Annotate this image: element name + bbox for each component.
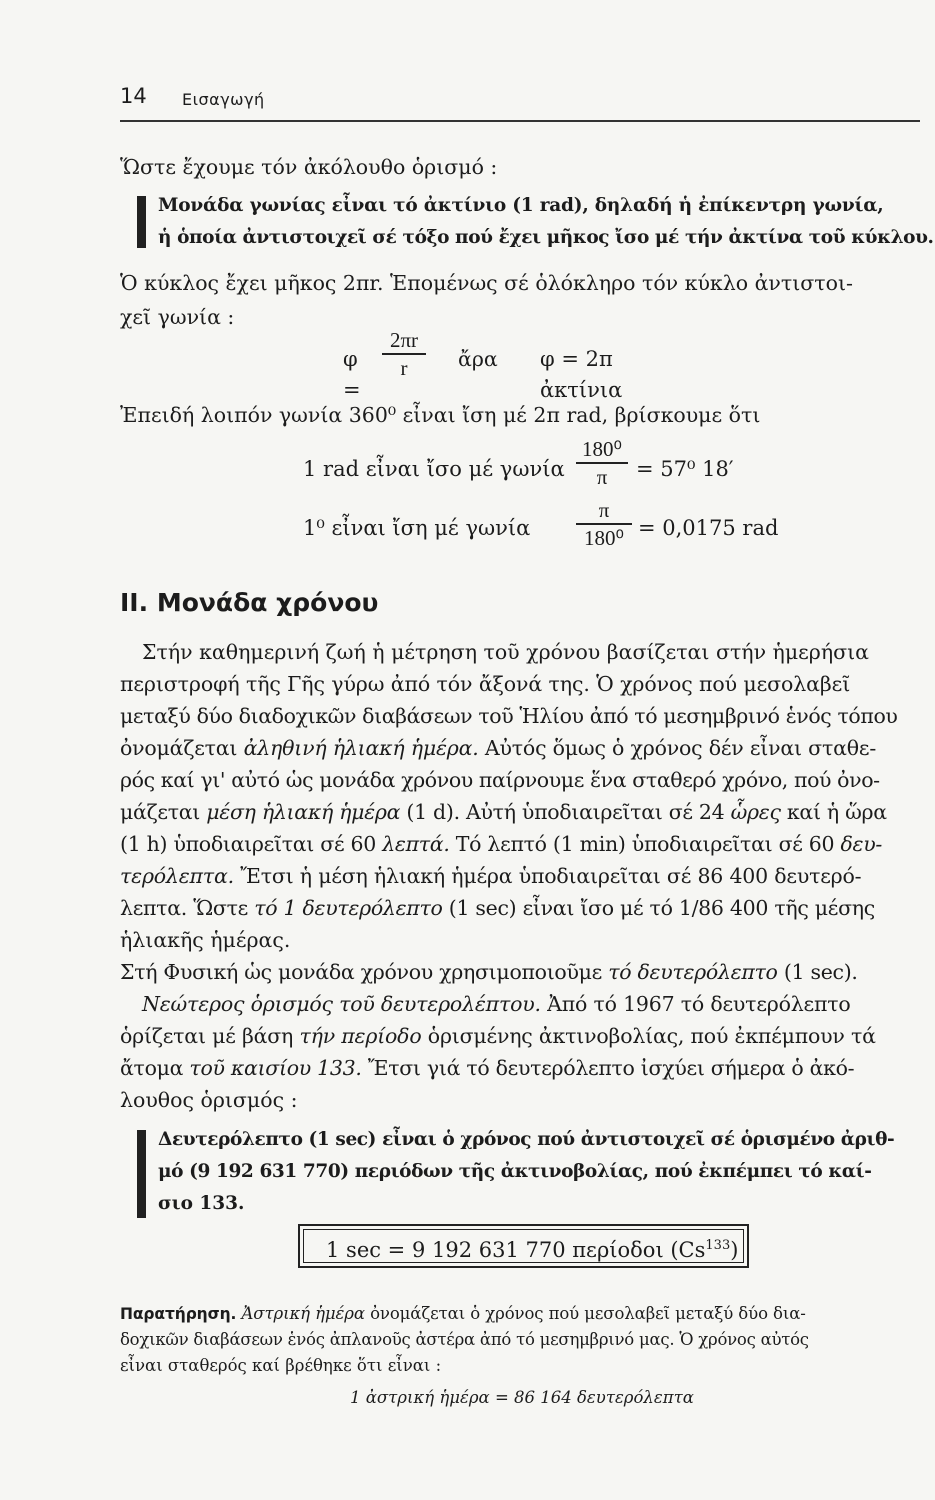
term-sidereal-day: Ἀστρική ἡμέρα — [241, 1304, 365, 1323]
formula-superscript: 133 — [705, 1238, 731, 1253]
formula-main: 1 sec = 9 192 631 770 περίοδοι (Cs — [326, 1238, 706, 1262]
eq3-numerator: π — [598, 498, 610, 522]
note-line-3: εἶναι σταθερός καί βρέθηκε ὅτι εἶναι : — [120, 1356, 442, 1375]
term-hours: ὧρες — [730, 800, 781, 824]
body-line-10: ἡλιακῆς ἡμέρας. — [120, 928, 291, 952]
body-line-12 — [142, 989, 851, 1020]
eq2-denominator: π — [596, 464, 608, 489]
note-label: Παρατήρηση. — [120, 1305, 237, 1323]
text-span: λεπτα. Ὥστε — [120, 896, 248, 920]
fraction-bar — [382, 353, 426, 355]
term-true-solar-day: ἀληθινή ἡλιακή ἡμέρα. — [243, 736, 479, 760]
body-line-1: Στήν καθημερινή ζωή ἡ μέτρηση τοῦ χρόνου βασίζεται στήν ἡμερήσια — [142, 640, 869, 664]
eq3-denominator: 180⁰ — [584, 525, 624, 550]
definition-bar — [137, 196, 146, 248]
page-header — [120, 82, 920, 122]
note-formula: 1 ἀστρική ἡμέρα = 86 164 δευτερόλεπτα — [350, 1388, 694, 1407]
definition1-line1: Μονάδα γωνίας εἶναι τό ἀκτίνιο (1 rad), δηλαδή ἡ ἐπίκεντρη γωνία, — [158, 195, 884, 216]
definition-bar — [137, 1130, 146, 1218]
eq1-ara: ἄρα — [458, 347, 498, 371]
eq1-denominator: r — [400, 355, 408, 380]
text-span: ὀνομάζεται ὁ χρόνος πού μεσολαβεῖ μεταξύ δύο δια- — [370, 1304, 806, 1323]
body-line-14 — [120, 1053, 854, 1084]
text-span: (1 sec) εἶναι ἴσο μέ τό 1/86 400 τῆς μέσης — [448, 896, 875, 920]
text-span: (1 d). Αὐτή ὑποδιαιρεῖται σέ 24 — [406, 800, 725, 824]
header-rule — [120, 120, 920, 122]
body-line-15: λουθος ὁρισμός : — [120, 1088, 298, 1112]
section-heading — [120, 588, 378, 617]
definition1-line2: ἡ ὁποία ἀντιστοιχεῖ σέ τόξο πού ἔχει μῆκος ἴσο μέ τήν ἀκτίνα τοῦ κύκλου. — [158, 227, 934, 248]
formula-box — [298, 1224, 749, 1268]
body-line-3: μεταξύ δύο διαδοχικῶν διαβάσεων τοῦ Ἡλίου ἀπό τό μεσημβρινό ἑνός τόπου — [120, 704, 898, 728]
body-line-6 — [120, 797, 887, 828]
definition2-line1: Δευτερόλεπτο (1 sec) εἶναι ὁ χρόνος πού ἀντιστοιχεῖ σέ ὁρισμένο ἀριθ- — [158, 1129, 895, 1150]
page-number: 14 — [120, 84, 147, 108]
eq1-rhs: φ = 2π ἀκτίνια — [540, 347, 623, 402]
eq3-lhs: 1⁰ εἶναι ἴση μέ γωνία — [303, 516, 531, 540]
term-minutes: λεπτά. — [382, 832, 450, 856]
section-title: Μονάδα χρόνου — [156, 588, 379, 617]
eq2-numerator: 180⁰ — [582, 437, 622, 461]
subheading-new-definition: Νεώτερος ὁρισμός τοῦ δευτερολέπτου. — [142, 992, 541, 1016]
running-title: Εισαγωγή — [182, 90, 265, 109]
formula-text — [326, 1230, 738, 1266]
body-line-8 — [120, 861, 861, 892]
text-span: Ἀπό τό 1967 τό δευτερόλεπτο — [547, 992, 851, 1016]
text-span: ὁρίζεται μέ βάση — [120, 1024, 294, 1048]
para2-line: Ἐπειδή λοιπόν γωνία 360⁰ εἶναι ἴση μέ 2π rad, βρίσκουμε ὅτι — [120, 403, 761, 427]
text-span: (1 h) ὑποδιαιρεῖται σέ 60 — [120, 832, 376, 856]
text-span: (1 sec). — [783, 960, 858, 984]
eq3-rhs: = 0,0175 rad — [638, 516, 779, 540]
term-seconds: τερόλεπτα. — [120, 864, 234, 888]
definition2-line3: σιο 133. — [158, 1193, 245, 1214]
eq1-numerator: 2πr — [389, 328, 419, 352]
text-span: ὀνομάζεται — [120, 736, 238, 760]
fraction-bar — [576, 462, 628, 464]
term-period: τήν περίοδο — [299, 1024, 422, 1048]
text-span: Στή Φυσική ὡς μονάδα χρόνου χρησιμοποιοῦμε — [120, 960, 602, 984]
text-span: ὁρισμένης ἀκτινοβολίας, πού ἐκπέμπουν τά — [427, 1024, 876, 1048]
body-line-9 — [120, 893, 875, 924]
intro-line: Ὥστε ἔχουμε τόν ἀκόλουθο ὁρισμό : — [120, 155, 498, 179]
text-span: ἄτομα — [120, 1056, 184, 1080]
text-span: Ἔτσι γιά τό δευτερόλεπτο ἰσχύει σήμερα ὁ ἀκό- — [367, 1056, 855, 1080]
term-cesium: τοῦ καισίου 133. — [189, 1056, 362, 1080]
text-span: Αὐτός ὅμως ὁ χρόνος δέν εἶναι σταθε- — [484, 736, 877, 760]
note-line-2: δοχικῶν διαβάσεων ἑνός ἀπλανοῦς ἀστέρα ἀπό τό μεσημβρινό μας. Ὁ χρόνος αὐτός — [120, 1330, 809, 1349]
term-one-second: τό 1 δευτερόλεπτο — [254, 896, 443, 920]
eq2-rhs: = 57⁰ 18′ — [636, 457, 734, 481]
note-line-1 — [120, 1302, 806, 1326]
text-span: καί ἡ ὥρα — [786, 800, 887, 824]
formula-close: ) — [730, 1238, 739, 1262]
term-second: τό δευτερόλεπτο — [608, 960, 778, 984]
section-number: II. — [120, 588, 149, 617]
body-line-2: περιστροφή τῆς Γῆς γύρω ἀπό τόν ἄξονά της. Ὁ χρόνος πού μεσολαβεῖ — [120, 672, 851, 696]
eq2-fraction — [576, 437, 628, 489]
eq1-lhs: φ = — [343, 347, 361, 402]
body-line-4 — [120, 733, 876, 764]
para1-line2: χεῖ γωνία : — [120, 305, 235, 329]
body-line-11 — [120, 957, 858, 988]
term-mean-solar-day: μέση ἡλιακή ἡμέρα — [206, 800, 401, 824]
text-span: Ἔτσι ἡ μέση ἡλιακή ἡμέρα ὑποδιαιρεῖται σέ 86 400 δευτερό- — [240, 864, 862, 888]
text-span: μάζεται — [120, 800, 201, 824]
eq2-lhs: 1 rad εἶναι ἴσο μέ γωνία — [303, 457, 565, 481]
fraction-bar — [576, 523, 632, 525]
body-line-7 — [120, 829, 882, 860]
definition2-line2: μό (9 192 631 770) περιόδων τῆς ἀκτινοβολίας, πού ἐκπέμπει τό καί- — [158, 1161, 872, 1182]
body-line-5: ρός καί γι' αὐτό ὡς μονάδα χρόνου παίρνουμε ἕνα σταθερό χρόνο, πού ὀνο- — [120, 768, 880, 792]
body-line-13 — [120, 1021, 876, 1052]
eq1-fraction — [382, 328, 426, 380]
term-seconds: δευ- — [840, 832, 883, 856]
para1-line1: Ὁ κύκλος ἔχει μῆκος 2πr. Ἑπομένως σέ ὁλόκληρο τόν κύκλο ἀντιστοι- — [120, 271, 853, 295]
eq3-fraction — [576, 498, 632, 550]
text-span: Τό λεπτό (1 min) ὑποδιαιρεῖται σέ 60 — [455, 832, 835, 856]
